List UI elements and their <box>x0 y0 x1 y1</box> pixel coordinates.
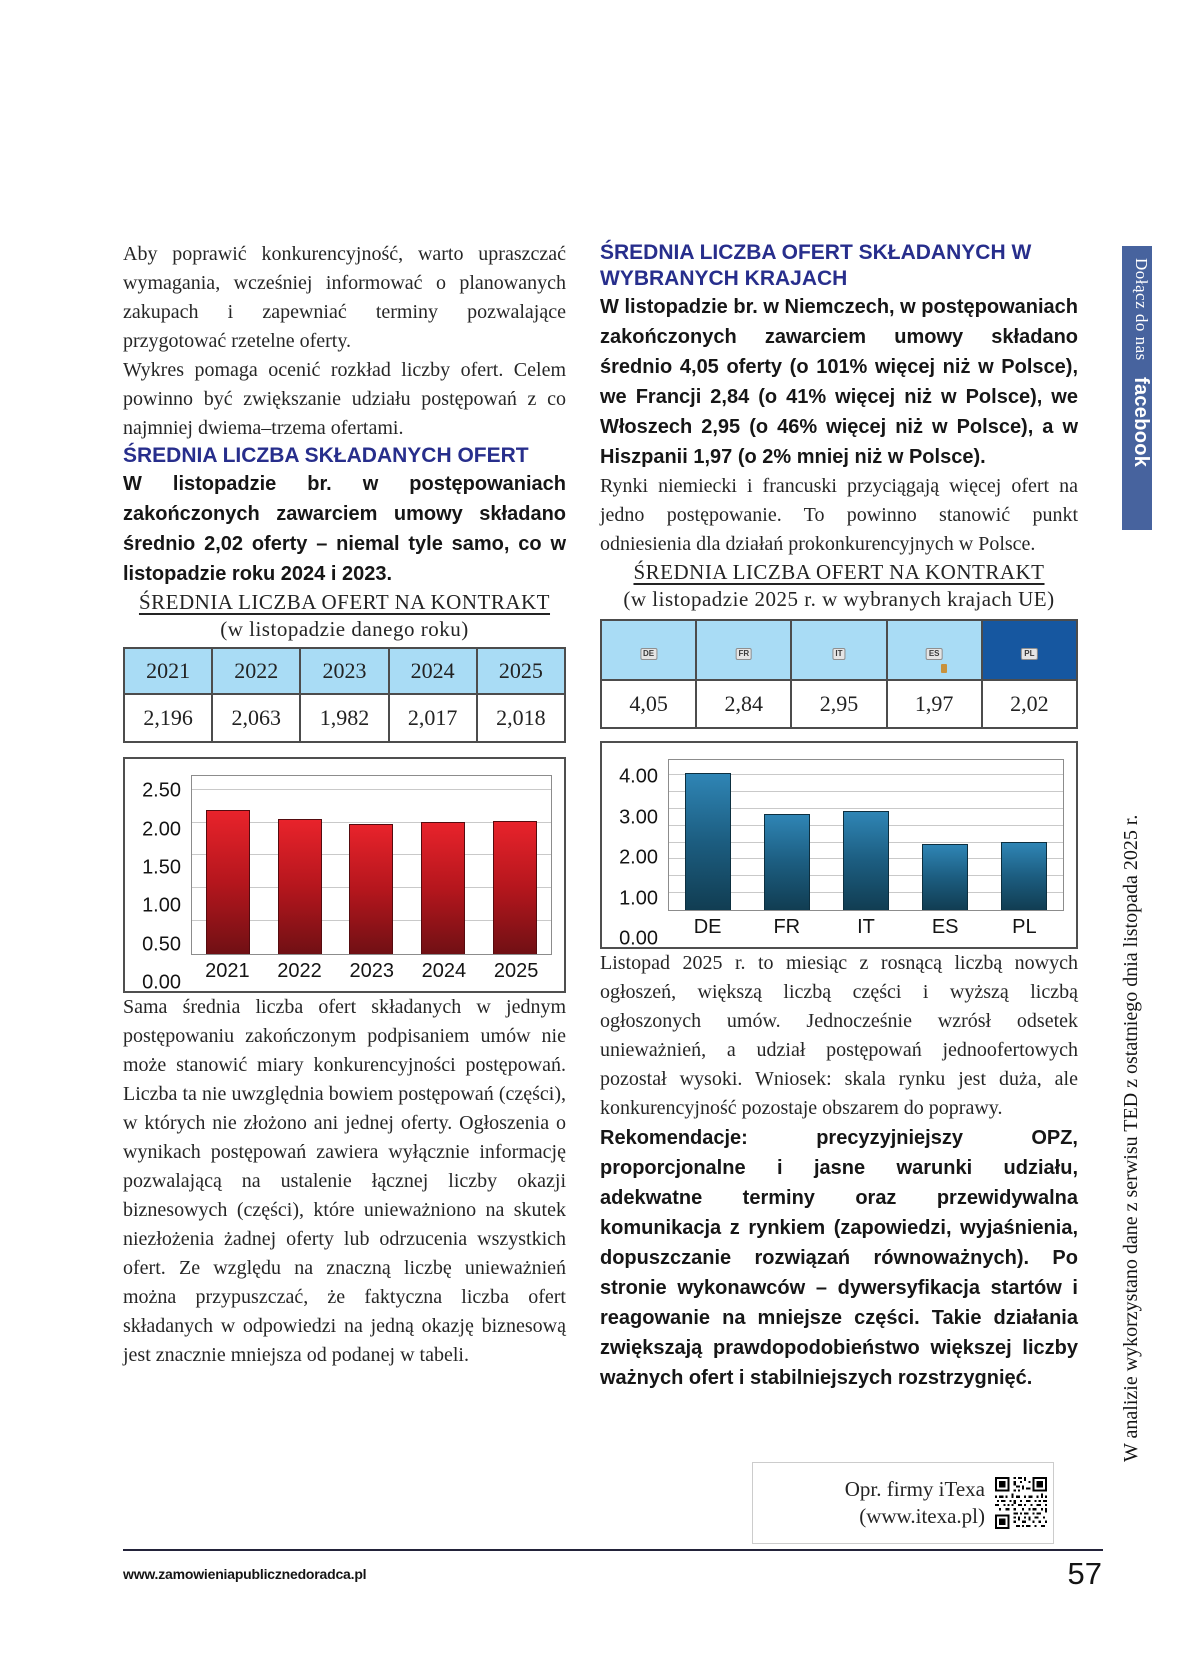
bar-2021 <box>206 810 250 954</box>
table-subtitle-text: (w listopadzie danego roku) <box>220 617 469 641</box>
section-heading-left: ŚREDNIA LICZBA SKŁADANYCH OFERT <box>123 444 529 467</box>
flags-header-row <box>601 620 1077 680</box>
x-labels <box>191 955 552 983</box>
footer-divider <box>123 1549 1103 1551</box>
y-tick-label: 1.00 <box>619 887 658 910</box>
bar-2025 <box>493 821 537 954</box>
x-axis-label: FR <box>773 916 801 938</box>
x-axis-label: PL <box>1012 916 1037 938</box>
flag-code-badge: FR <box>735 648 752 660</box>
flag-cell-it <box>791 620 886 680</box>
qr-code <box>995 1477 1047 1529</box>
flag-code-badge: IT <box>832 648 845 660</box>
paragraph-chart-note: Wykres pomaga ocenić rozkład liczby ofert. Celem powinno być zwiększanie udziału postępowań z co najmniej dwiema–trzema ofertami. <box>123 359 566 439</box>
data-source-note: W analizie wykorzystano dane z serwisu TED z ostatniego dnia listopada 2025 r. <box>1120 814 1142 1462</box>
x-axis-label: 2025 <box>493 960 539 982</box>
plot-area <box>191 775 552 955</box>
attribution-box <box>752 1462 1054 1544</box>
paragraph-listopad: Listopad 2025 r. to miesiąc z rosnącą liczbą nowych ogłoszeń, większą liczbą części i wyższą liczbą ogłoszonych umów. Jednocześnie wzrósł odsetek unieważnień, a udział postępowań jednoofertowych pozostał wysoki. Wniosek: skala rynku jest duża, ale konkurencyjność pozostaje obszarem do poprawy. <box>600 952 1078 1119</box>
paragraph-markets: Rynki niemiecki i francuski przyciągają więcej ofert na jedno postępowanie. To powinno stanowić punkt odniesienia dla działań prokonkurencyjnych w Polsce. <box>600 475 1078 555</box>
right-column <box>600 240 1078 1393</box>
y-tick-label: 2.00 <box>142 818 181 840</box>
y-tick-label: 2.50 <box>142 779 181 802</box>
x-labels <box>668 911 1064 939</box>
country-value: 2,95 <box>791 680 886 728</box>
x-axis-label: DE <box>693 916 722 938</box>
left-column <box>123 240 566 1370</box>
table-header-row <box>124 648 565 694</box>
paragraph-intro: Aby poprawić konkurencyjność, warto upraszczać wymagania, wcześniej informować o planowanych zakupach i zapewniać terminy pozwalające przygotować rzetelne oferty. <box>123 243 566 352</box>
lead-recommendations: Rekomendacje: precyzyjniejszy OPZ, proporcjonalne i jasne warunki udziału, adekwatne terminy oraz przewidywalna komunikacja z rynkiem (zapowiedzi, wyjaśnienia, dopuszczanie rozwiązań równoważnych). Po stronie wykonawców – dywersyfikacja startów i reagowanie na mniejsze części. Takie działania zwiększają prawdopodobieństwo większej liczby ważnych ofert i stabilniejszych rozstrzygnięć. <box>600 1127 1078 1389</box>
flag-cell-pl <box>982 620 1077 680</box>
bar-2023 <box>349 824 393 954</box>
country-value: 4,05 <box>601 680 696 728</box>
y-tick-label: 1.00 <box>142 894 181 917</box>
attribution-url: (www.itexa.pl) <box>859 1504 985 1528</box>
flag-cell-fr <box>696 620 791 680</box>
bar-FR <box>764 814 810 910</box>
bars <box>669 760 1063 910</box>
country-value: 2,84 <box>696 680 791 728</box>
table-title-text: ŚREDNIA LICZBA OFERT NA KONTRAKT <box>138 590 551 614</box>
bar-DE <box>685 773 731 910</box>
country-value: 2,02 <box>982 680 1077 728</box>
page-number: 57 <box>1067 1556 1102 1591</box>
offers-by-country-table <box>600 619 1078 729</box>
bar-2024 <box>421 822 465 954</box>
x-axis-label: 2022 <box>277 960 322 982</box>
bar-IT <box>843 811 889 910</box>
offers-by-year-table <box>123 647 566 743</box>
x-axis-label: IT <box>857 916 875 938</box>
chart-offers-by-year <box>123 757 566 993</box>
x-axis-label: 2023 <box>349 960 394 982</box>
x-axis-label: ES <box>931 916 959 938</box>
plot-area <box>668 759 1064 911</box>
table-title-left <box>123 589 566 643</box>
section-heading-right: ŚREDNIA LICZBA OFERT SKŁADANYCH W WYBRANYCH KRAJACH <box>600 241 1032 290</box>
year-value: 2,196 <box>124 694 212 742</box>
attribution-author: Opr. firmy iTexa <box>844 1477 985 1501</box>
chart-offers-by-country <box>600 741 1078 949</box>
table-title-text: ŚREDNIA LICZBA OFERT NA KONTRAKT <box>633 560 1045 584</box>
table-values-row <box>124 694 565 742</box>
y-tick-label: 0.00 <box>142 971 181 994</box>
y-tick-label: 0.50 <box>142 933 181 956</box>
y-axis <box>131 775 191 994</box>
y-tick-label: 1.50 <box>142 856 181 879</box>
y-tick-label: 4.00 <box>619 765 658 788</box>
x-axis-label: 2021 <box>205 960 250 982</box>
flag-code-badge: ES <box>926 648 943 660</box>
table-subtitle-text: (w listopadzie 2025 r. w wybranych krajach UE) <box>623 587 1055 611</box>
bar-PL <box>1001 842 1047 910</box>
year-value: 1,982 <box>300 694 388 742</box>
flag-cell-es <box>887 620 982 680</box>
year-header: 2023 <box>300 648 388 694</box>
flag-cell-de <box>601 620 696 680</box>
y-tick-label: 0.00 <box>619 927 658 950</box>
year-header: 2025 <box>477 648 565 694</box>
facebook-banner[interactable] <box>1122 246 1152 530</box>
footer-url: www.zamowieniapublicznedoradca.pl <box>123 1566 367 1582</box>
paragraph-analysis: Sama średnia liczba ofert składanych w jednym postępowaniu zakończonym podpisaniem umów nie może stanowić miary konkurencyjności postępowań. Liczba ta nie uwzględnia bowiem postępowań (części), w których nie złożono ani jednej oferty. Ogłoszenia o wynikach postępowań zawiera wyłącznie informację pozwalającą na ustalenie łącznej liczby okazji biznesowych (części), które unieważniono na skutek niezłożenia żadnej oferty lub odrzucenia wszystkich ofert. Ze względu na znaczną liczbę unieważnień można przypuszczać, że faktyczna liczba ofert składanych w odpowiedzi na jedną okazję biznesową jest znacznie mniejsza od podanej w tabeli. <box>123 996 566 1366</box>
bar-2022 <box>278 819 322 955</box>
bar-ES <box>922 844 968 910</box>
lead-paragraph-right: W listopadzie br. w Niemczech, w postępowaniach zakończonych zawarciem umowy składano średnio 4,05 oferty (o 101% więcej niż w Polsce), we Francji 2,84 (o 41% więcej niż w Polsce), we Włoszech 2,95 (o 46% więcej niż w Polsce), a w Hiszpanii 1,97 (o 2% mniej niż w Polsce). <box>600 296 1078 468</box>
country-value: 1,97 <box>887 680 982 728</box>
y-axis <box>608 759 668 950</box>
y-tick-label: 2.00 <box>619 846 658 869</box>
table-title-right <box>600 559 1078 613</box>
year-value: 2,018 <box>477 694 565 742</box>
year-header: 2021 <box>124 648 212 694</box>
flag-code-badge: PL <box>1021 648 1037 660</box>
country-values-row <box>601 680 1077 728</box>
y-tick-label: 3.00 <box>619 806 658 829</box>
lead-paragraph-left: W listopadzie br. w postępowaniach zakończonych zawarciem umowy składano średnio 2,02 oferty – niemal tyle samo, co w listopadzie roku 2024 i 2023. <box>123 473 566 585</box>
year-value: 2,017 <box>389 694 477 742</box>
year-header: 2024 <box>389 648 477 694</box>
year-header: 2022 <box>212 648 300 694</box>
x-axis-label: 2024 <box>421 960 467 982</box>
facebook-join-text: Dołącz do nas <box>1132 258 1151 361</box>
flag-code-badge: DE <box>640 648 657 660</box>
bars <box>192 776 551 954</box>
year-value: 2,063 <box>212 694 300 742</box>
facebook-logo-text: facebook <box>1130 376 1152 468</box>
